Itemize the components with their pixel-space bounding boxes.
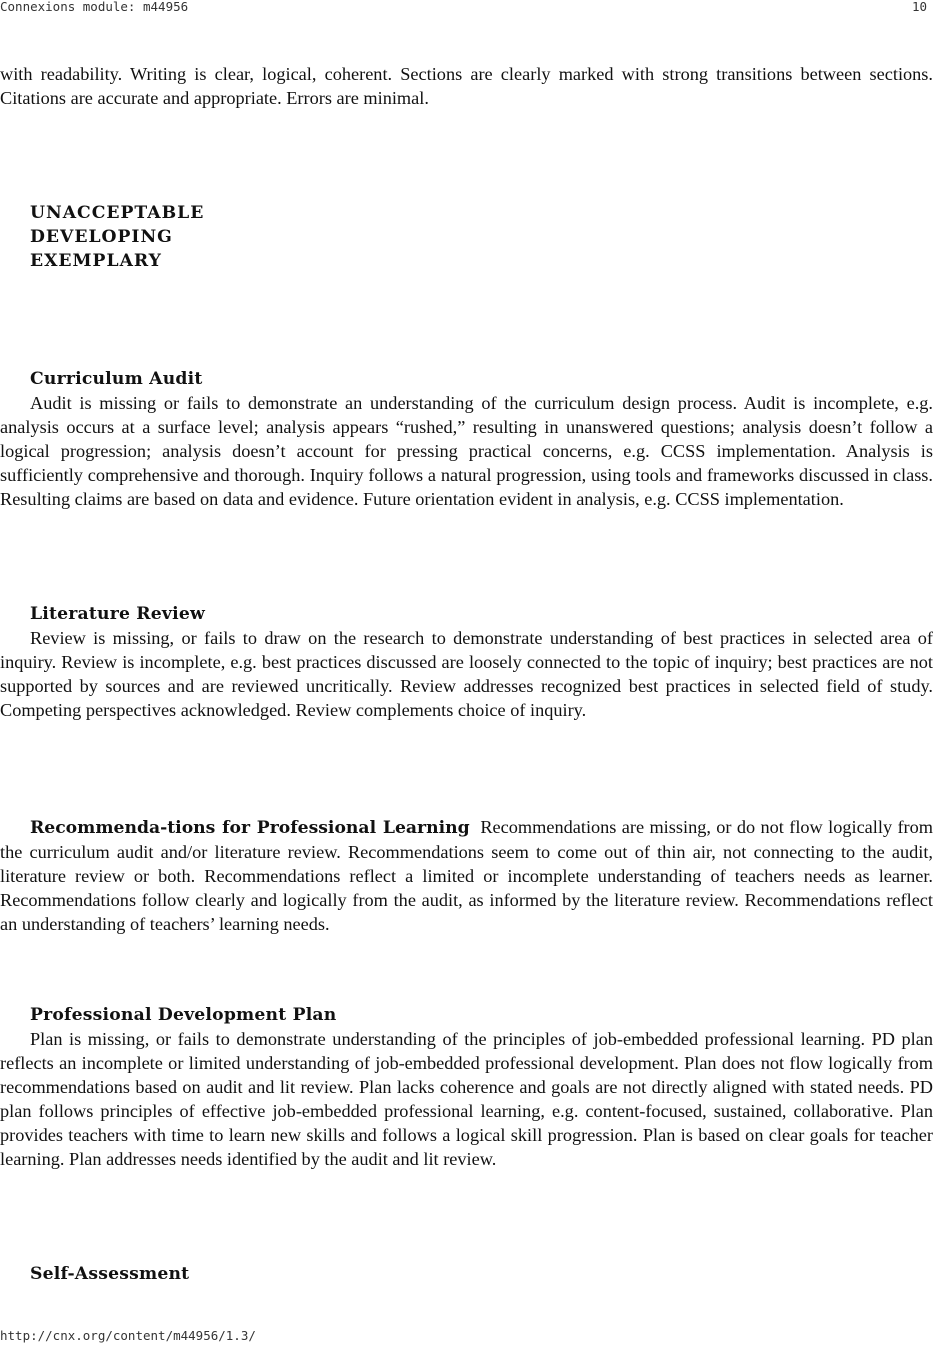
literature-review-heading: Literature Review bbox=[30, 604, 205, 624]
running-header-module: Connexions module: m44956 bbox=[0, 0, 189, 14]
curriculum-audit-body: Audit is missing or fails to demonstrate an understanding of the curriculum design process. Audit is incomplete, e.g. analysis occurs at a surface level; analysis appears “rushed,” resulting in unanswered questions; analysis doesn’t follow a logical progression; analysis doesn’t account for pressing practical concerns, e.g. CCSS implementation. Analysis is sufficiently comprehensive and thorough. Inquiry follows a natural progression, using tools and frameworks discussed in class. Resulting claims are based on data and evidence. Future orientation evident in analysis, e.g. CCSS implementation. bbox=[0, 393, 933, 509]
pd-plan-body: Plan is missing, or fails to demonstrate understanding of the principles of job-embedded professional learning. PD plan reflects an incomplete or limited understanding of job-embedded professional development. Plan does not flow logically from recommendations based on audit and lit review. Plan lacks coherence and goals are not directly aligned with stated needs. PD plan follows principles of effective job-embedded professional learning, e.g. content-focused, sustained, collaborative. Plan provides teachers with time to learn new skills and follows a logical skill progression. Plan is based on clear goals for teacher learning. Plan addresses needs identified by the audit and lit review. bbox=[0, 1029, 933, 1169]
recommendations-heading: Recommenda-tions for Professional Learning bbox=[30, 818, 470, 838]
recommendations-paragraph bbox=[0, 815, 933, 936]
curriculum-audit-heading: Curriculum Audit bbox=[30, 369, 203, 389]
self-assessment-heading: Self-Assessment bbox=[30, 1264, 190, 1284]
level-developing: DEVELOPING bbox=[30, 227, 173, 247]
page-number: 10 bbox=[911, 0, 927, 14]
intro-paragraph: with readability. Writing is clear, logical, coherent. Sections are clearly marked with strong transitions between sections. Citations are accurate and appropriate. Errors are minimal. bbox=[0, 64, 933, 108]
level-exemplary: EXEMPLARY bbox=[30, 251, 162, 271]
pd-plan-heading: Professional Development Plan bbox=[30, 1005, 337, 1025]
footer-url: http://cnx.org/content/m44956/1.3/ bbox=[0, 1328, 256, 1343]
rubric-levels bbox=[30, 201, 204, 273]
recommendations-body: Recommendations are missing, or do not flow logically from the curriculum audit and/or literature review. Recommendations seem to come out of thin air, not connecting to the audit, literature review or both. Recommendations reflect a limited or incomplete understanding of teachers needs as learner. Recommendations follow clearly and logically from the audit, as informed by the literature review. Recommendations reflect an understanding of teachers’ learning needs. bbox=[0, 817, 933, 934]
level-unacceptable: UNACCEPTABLE bbox=[30, 203, 205, 223]
literature-review-body: Review is missing, or fails to draw on the research to demonstrate understanding of best practices in selected area of inquiry. Review is incomplete, e.g. best practices discussed are loosely connected to the topic of inquiry; best practices are not supported by sources and are reviewed uncritically. Review addresses recognized best practices in selected field of study. Competing perspectives acknowledged. Review complements choice of inquiry. bbox=[0, 628, 933, 720]
